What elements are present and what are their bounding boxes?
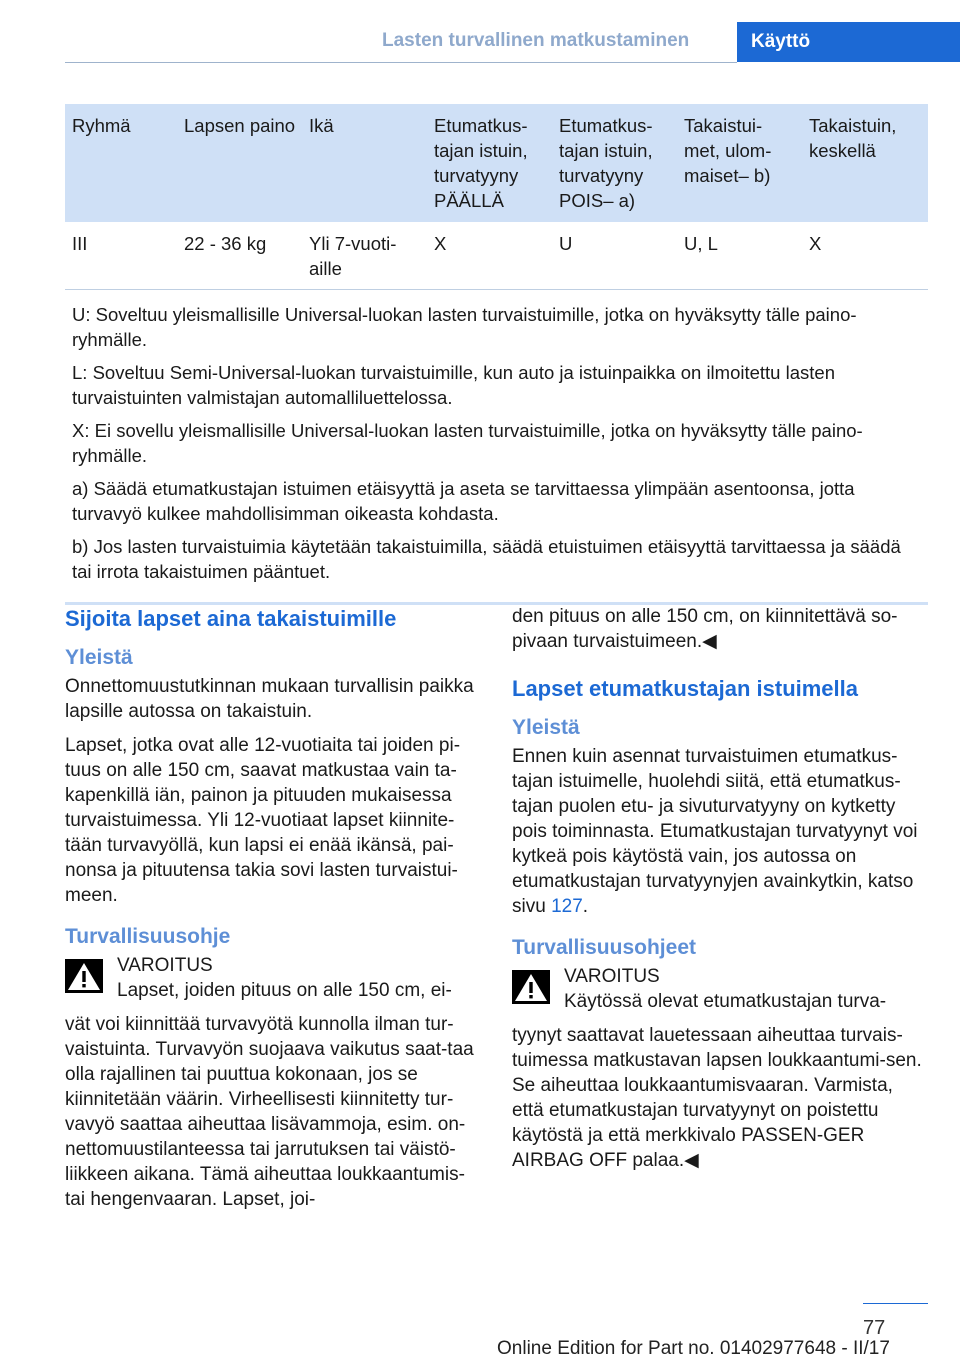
subheading-general: Yleistä [65, 646, 133, 669]
header-divider [65, 62, 737, 63]
note-b: b) Jos lasten turvaistuimia käytetään takaistuimilla, säädä etuistuimen etäisyyttä tarvittaessa ja säädä tai irrota takaistuimen pääntuet. [72, 536, 901, 582]
table-header-cell: Etumatkus-tajan istuin, turvatyyny PÄÄLLÄ [427, 104, 552, 222]
table-cell: X [802, 222, 928, 290]
note-u: U: Soveltuu yleismallisille Universal-luokan lasten turvaistuimille, jotka on hyväksytty tälle paino-ryhmälle. [72, 304, 857, 350]
child-seat-table [65, 104, 928, 605]
paragraph-continued: den pituus on alle 150 cm, on kiinnitettävä so-pivaan turvaistuimeen.◀ [512, 606, 898, 652]
warning-title: VAROITUS [564, 966, 660, 987]
section-title: Lasten turvallinen matkustaminen [382, 30, 690, 51]
page-number: 77 [863, 1317, 886, 1339]
subheading-safety: Turvallisuusohje [65, 925, 231, 948]
table-cell: X [427, 222, 552, 290]
note-x: X: Ei sovellu yleismallisille Universal-luokan lasten turvaistuimille, jotka on hyväksytty tälle paino-ryhmälle. [72, 420, 863, 466]
paragraph: Onnettomuustutkinnan mukaan turvallisin paikka lapsille autossa on takaistuin. [65, 676, 474, 722]
left-column [65, 600, 477, 1221]
warning-triangle-icon [65, 959, 103, 993]
paragraph [512, 744, 927, 919]
table-header-cell: Lapsen paino [177, 104, 302, 222]
table-cell: 22 - 36 kg [177, 222, 302, 290]
chapter-tab: Käyttö [737, 22, 960, 62]
warning-block [512, 964, 927, 1173]
paragraph-text: Ennen kuin asennat turvaistuimen etumatkus-tajan istuimelle, huolehdi siitä, että etumatkus-tajan puolen etu- ja sivuturvatyyny on kytketty pois toiminnasta. Etumatkustajan turvatyynyt voi kytkeä pois käytöstä vain, jos autossa on etumatkustajan turvatyynyjen avainkytkin, katso sivu [512, 746, 918, 917]
table-cell: III [65, 222, 177, 290]
table-header-cell: Takaistui-met, ulom-maiset– b) [677, 104, 802, 222]
table-header-row [65, 104, 928, 222]
table-header-cell: Ikä [302, 104, 427, 222]
warning-title: VAROITUS [117, 955, 213, 976]
paragraph: Lapset, jotka ovat alle 12-vuotiaita tai joiden pi-tuus on alle 150 cm, saavat matkustaa vain ta-kapenkillä iän, painon ja pituuden mukaisessa turvaistuimessa. Yli 12-vuotiaat lapset kiinnite-tään turvavyöllä, kun lapsi ei enää ikänsä, pai-nonsa ja pituutensa takia sovi lasten turvaistui-meen. [65, 735, 461, 906]
table-row [65, 222, 928, 290]
table-notes [65, 290, 928, 604]
section-heading: Sijoita lapset aina takaistuimille [65, 606, 397, 631]
table-cell: U, L [677, 222, 802, 290]
paragraph-end: . [582, 896, 589, 917]
edition-footer: Online Edition for Part no. 01402977648 - II/17 [497, 1338, 890, 1359]
note-l: L: Soveltuu Semi-Universal-luokan turvaistuimille, kun auto ja istuinpaikka on ilmoitettu lasten turvaistuinten valmistajan automalliluettelossa. [72, 362, 835, 408]
warning-text-continued: tyynyt saattavat lauetessaan aiheuttaa turvais-tuimessa matkustavan lapsen loukkaantumi-sen. Se aiheuttaa loukkaantumisvaaran. Varmista, että etumatkustajan turvatyynyt on poistettu käytöstä ja että merkkivalo PASSEN-GER AIRBAG OFF palaa.◀ [512, 1025, 922, 1171]
table-notes-row [65, 290, 928, 604]
warning-text: Käytössä olevat etumatkustajan turva- [564, 991, 887, 1012]
footer-divider [863, 1303, 928, 1304]
table-cell: Yli 7-vuoti-aille [302, 222, 427, 290]
warning-text: Lapset, joiden pituus on alle 150 cm, ei- [117, 980, 452, 1001]
table-cell: U [552, 222, 677, 290]
page-reference-link[interactable]: 127 [551, 896, 583, 917]
table-header-cell: Etumatkus-tajan istuin, turvatyyny POIS– a) [552, 104, 677, 222]
subheading-general: Yleistä [512, 716, 580, 739]
warning-text-continued: vät voi kiinnittää turvavyötä kunnolla ilman tur-vaistuinta. Turvavyön suojaava vaikutus saat-taa olla rajallinen tai puuttua kokonaan, jos se kiinnitetään väärin. Virheellisesti kiinnitetty tur-vavyö saattaa aiheuttaa lisävammoja, esim. on-nettomuustilanteessa tai jarrutuksen tai väistö-liikkeen aikana. Tämä aiheuttaa loukkaantumis- tai hengenvaaran. Lapset, joi- [65, 1014, 474, 1210]
section-heading: Lapset etumatkustajan istuimella [512, 676, 858, 701]
warning-block [65, 953, 477, 1212]
note-a: a) Säädä etumatkustajan istuimen etäisyyttä ja aseta se tarvittaessa ylimpään asentoonsa, jotta turvavyö kulkee mahdollisimman oikeasta kohdasta. [72, 478, 855, 524]
right-column [512, 600, 927, 1182]
table-header-cell: Ryhmä [65, 104, 177, 222]
subheading-safety: Turvallisuusohjeet [512, 936, 696, 959]
warning-triangle-icon [512, 970, 550, 1004]
page-header [0, 22, 960, 64]
table-header-cell: Takaistuin, keskellä [802, 104, 928, 222]
